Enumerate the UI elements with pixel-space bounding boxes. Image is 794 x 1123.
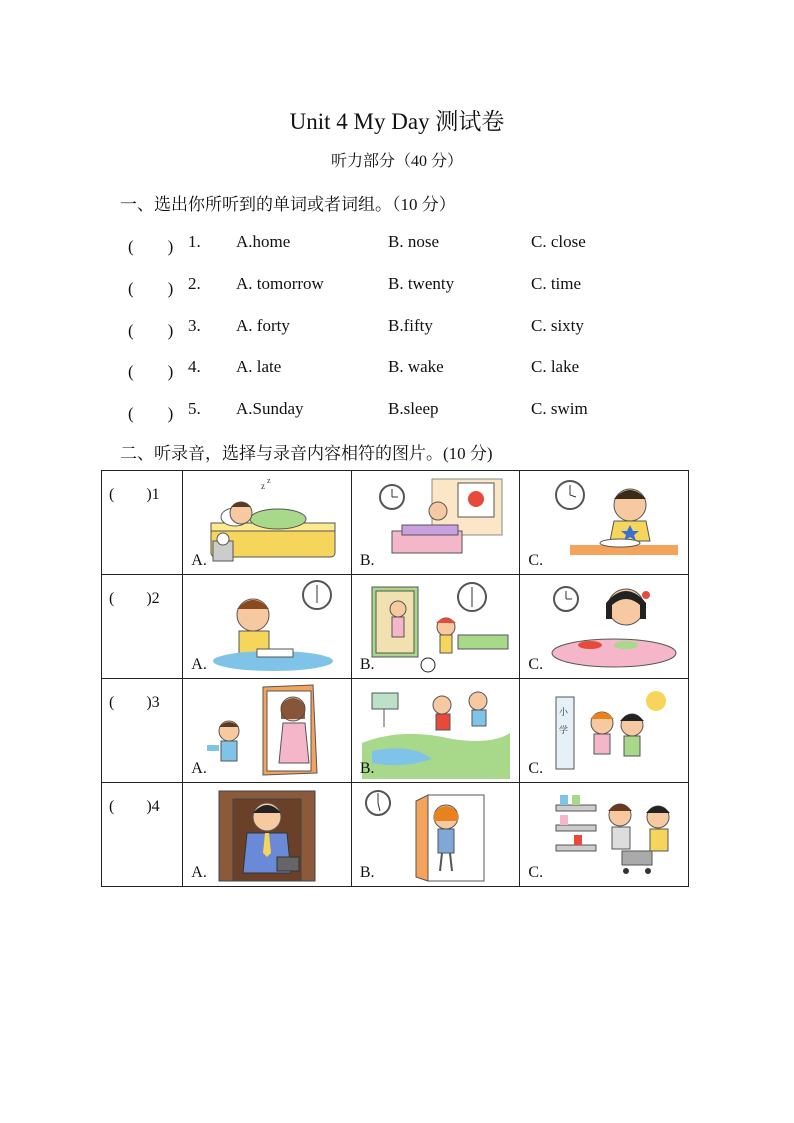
option-a: A.home: [236, 232, 291, 251]
family-shopping-picture: [530, 787, 678, 883]
option-a: A.Sunday: [236, 399, 304, 418]
option-letter: C.: [528, 760, 544, 777]
svg-text:z: z: [267, 476, 271, 485]
answer-blank[interactable]: ( ): [128, 237, 174, 256]
option-b: B.sleep: [388, 399, 439, 418]
picture-table: [101, 470, 689, 887]
option-b: B.fifty: [388, 316, 433, 335]
option-letter: B.: [359, 864, 375, 881]
picture-option-b[interactable]: [351, 575, 520, 679]
boy-reading-picture: [193, 579, 341, 675]
question-number: 1.: [188, 232, 201, 251]
question-row-3: [128, 316, 688, 338]
picture-option-c[interactable]: [520, 783, 689, 887]
option-letter: A.: [191, 760, 207, 777]
option-letter: C.: [528, 552, 544, 569]
option-a: A. forty: [236, 316, 290, 335]
option-c: C. time: [531, 274, 582, 293]
kids-park-picture: [359, 683, 510, 779]
question-number: 2.: [188, 274, 201, 293]
question-cell[interactable]: [102, 783, 183, 887]
option-c: C. close: [531, 232, 586, 251]
option-letter: B.: [359, 552, 375, 569]
picture-row-4: [102, 783, 689, 887]
option-letter: C.: [528, 656, 544, 673]
option-b: B. wake: [388, 357, 444, 376]
option-letter: A.: [191, 656, 207, 673]
question-row-4: [128, 357, 688, 379]
svg-text:z: z: [261, 481, 266, 491]
question-number: 3.: [188, 316, 201, 335]
question-row-2: [128, 274, 688, 296]
picture-row-1: [102, 471, 689, 575]
boy-breakfast-picture: [530, 475, 678, 571]
question-cell[interactable]: [102, 575, 183, 679]
picture-option-b[interactable]: [351, 679, 520, 783]
picture-option-a[interactable]: [183, 679, 352, 783]
man-leaving-picture: [193, 787, 341, 883]
question-cell[interactable]: [102, 471, 183, 575]
svg-text:小: 小: [559, 707, 569, 717]
picture-row-2: [102, 575, 689, 679]
question-label: ( )3: [109, 694, 160, 711]
picture-option-a[interactable]: [183, 471, 352, 575]
boy-waking-picture: [359, 475, 510, 571]
option-letter: B.: [359, 760, 375, 777]
picture-option-c[interactable]: [520, 679, 689, 783]
option-c: C. lake: [531, 357, 580, 376]
picture-option-c[interactable]: [520, 471, 689, 575]
option-letter: A.: [191, 864, 207, 881]
question-label: ( )2: [109, 590, 160, 607]
mother-son-door-picture: [193, 683, 341, 779]
svg-text:学: 学: [559, 725, 569, 735]
girl-door-picture: [359, 787, 510, 883]
question-cell[interactable]: [102, 679, 183, 783]
question-number: 4.: [188, 357, 201, 376]
answer-blank[interactable]: ( ): [128, 321, 174, 340]
section-2-heading: 二、听录音，选择与录音内容相符的图片。(10 分): [120, 444, 493, 463]
question-label: ( )1: [109, 486, 160, 503]
option-letter: A.: [191, 552, 207, 569]
answer-blank[interactable]: ( ): [128, 362, 174, 381]
picture-option-a[interactable]: [183, 783, 352, 887]
question-label: ( )4: [109, 798, 160, 815]
section-1-heading: 一、选出你所听到的单词或者词组。（10 分）: [120, 195, 456, 214]
question-row-1: [128, 232, 688, 254]
option-b: B. twenty: [388, 274, 455, 293]
picture-option-b[interactable]: [351, 471, 520, 575]
kids-football-picture: [359, 579, 510, 675]
option-letter: C.: [528, 864, 544, 881]
option-c: C. sixty: [531, 316, 584, 335]
answer-blank[interactable]: ( ): [128, 279, 174, 298]
girl-dinner-picture: [530, 579, 678, 675]
option-letter: B.: [359, 656, 375, 673]
option-b: B. nose: [388, 232, 439, 251]
picture-option-c[interactable]: [520, 575, 689, 679]
page-title: Unit 4 My Day 测试卷: [289, 109, 505, 134]
option-a: A. tomorrow: [236, 274, 324, 293]
answer-blank[interactable]: ( ): [128, 404, 174, 423]
picture-row-3: [102, 679, 689, 783]
page-subtitle: 听力部分（40 分）: [330, 153, 463, 170]
picture-option-a[interactable]: [183, 575, 352, 679]
option-c: C. swim: [531, 399, 588, 418]
question-row-5: [128, 399, 688, 421]
boy-sleeping-picture: [193, 475, 341, 571]
option-a: A. late: [236, 357, 282, 376]
question-number: 5.: [188, 399, 201, 418]
picture-option-b[interactable]: [351, 783, 520, 887]
kids-school-picture: [530, 683, 678, 779]
